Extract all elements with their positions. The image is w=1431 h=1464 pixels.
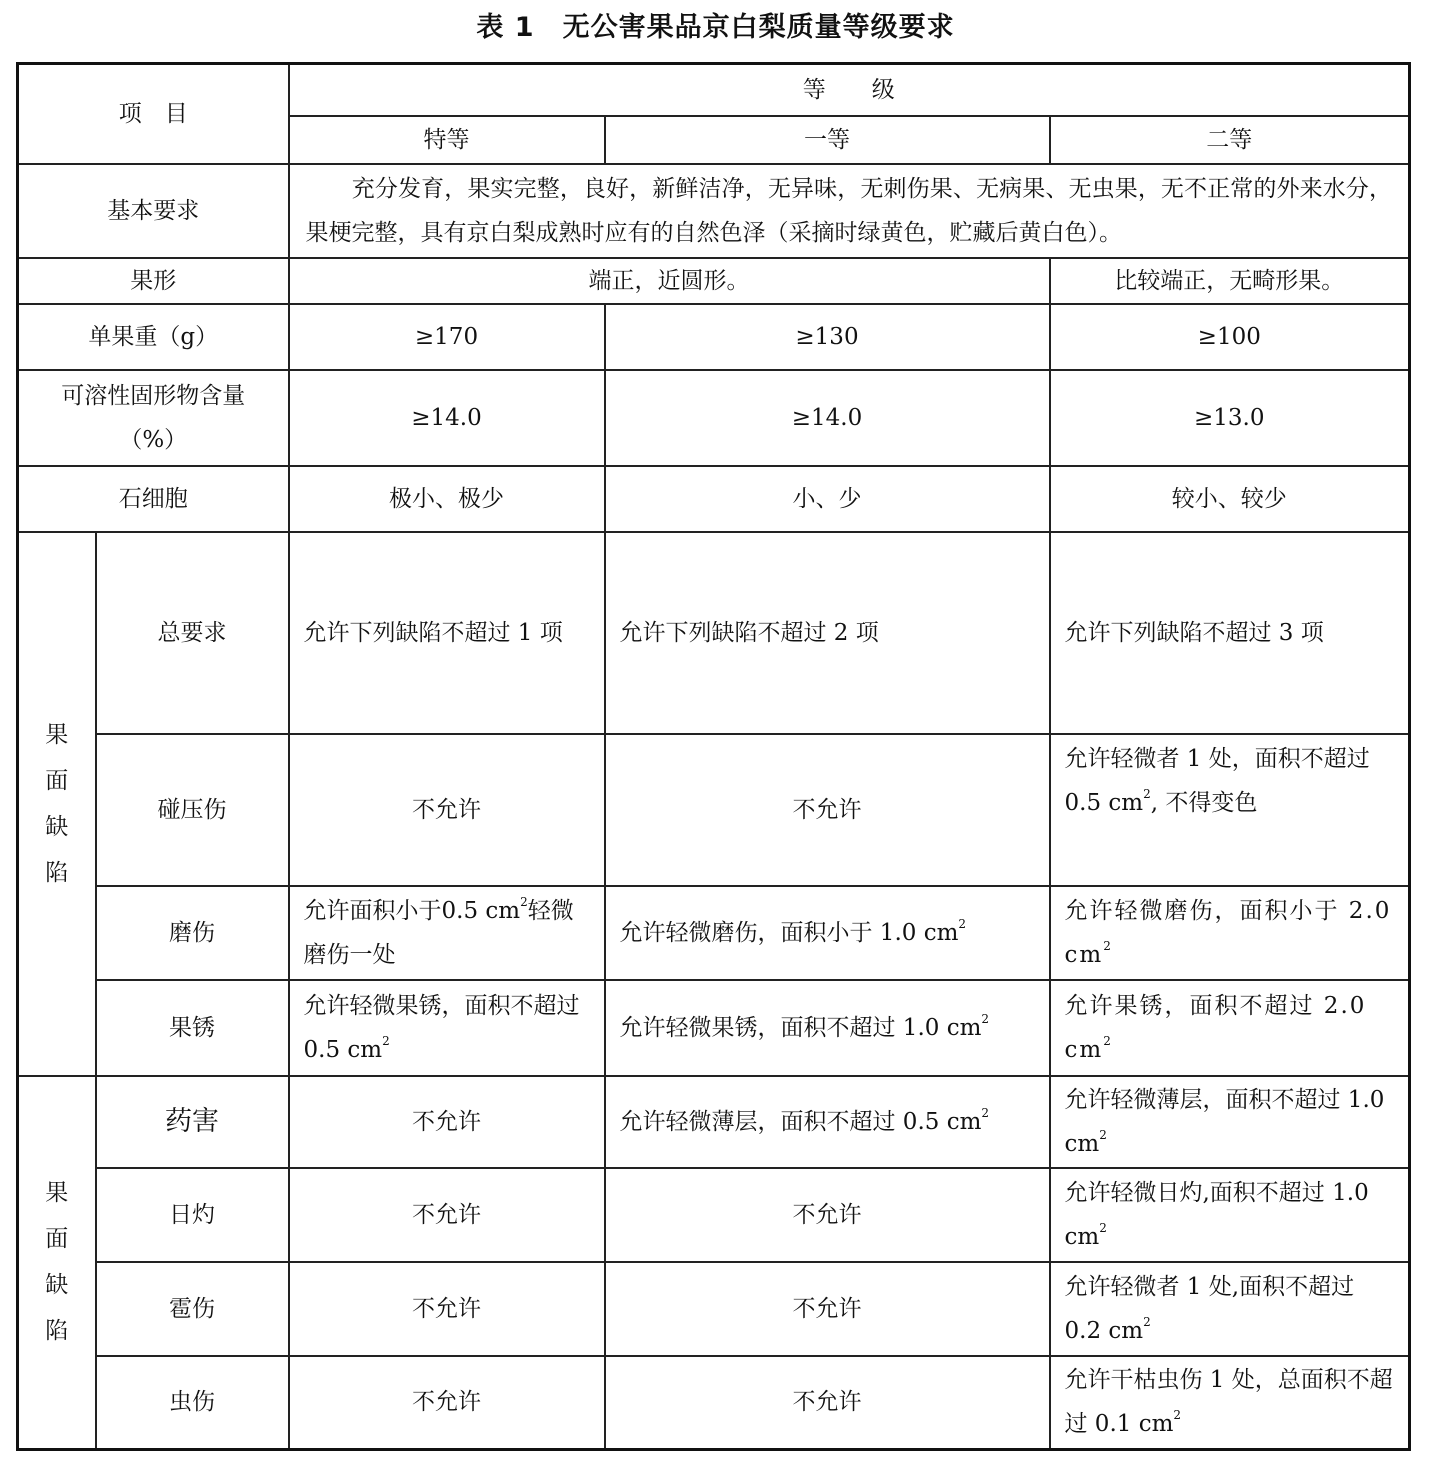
general-requirement-second: 允许下列缺陷不超过 3 项 (1050, 532, 1410, 734)
header-grade-first: 一等 (605, 116, 1050, 164)
bruise-second: 允许轻微者 1 处，面积不超过 0.5 $cm^2$, 不得变色 (1050, 734, 1410, 886)
bruise-first: 不允许 (605, 734, 1050, 886)
sunburn-special: 不允许 (289, 1168, 605, 1262)
solids-second: ≥13.0 (1050, 370, 1410, 466)
solids-special: ≥14.0 (289, 370, 605, 466)
chemical-injury-second: 允许轻微薄层，面积不超过 1.0 $cm^2$ (1050, 1076, 1410, 1168)
hail-damage-special: 不允许 (289, 1262, 605, 1356)
abrasion-first: 允许轻微磨伤，面积小于 1.0 $cm^2$ (605, 886, 1050, 980)
basic-label: 基本要求 (18, 164, 289, 258)
hail-damage-second: 允许轻微者 1 处,面积不超过 0.2 $cm^2$ (1050, 1262, 1410, 1356)
header-grade-special: 特等 (289, 116, 605, 164)
insect-damage-first: 不允许 (605, 1356, 1050, 1450)
russet-special: 允许轻微果锈，面积不超过 0.5 $cm^2$ (289, 980, 605, 1076)
header-grade: 等 级 (289, 64, 1410, 116)
group1-label: 果 面 缺 陷 (18, 532, 96, 1076)
group2-label: 果 面 缺 陷 (18, 1076, 96, 1450)
insect-damage-special: 不允许 (289, 1356, 605, 1450)
solids-label-line2: （%） (119, 426, 188, 453)
solids-label (18, 370, 289, 466)
stone-cells-first: 小、少 (605, 466, 1050, 532)
solids-first: ≥14.0 (605, 370, 1050, 466)
sunburn-first: 不允许 (605, 1168, 1050, 1262)
weight-second: ≥100 (1050, 304, 1410, 370)
stone-cells-special: 极小、极少 (289, 466, 605, 532)
russet-first: 允许轻微果锈，面积不超过 1.0 $cm^2$ (605, 980, 1050, 1076)
weight-label: 单果重（g） (18, 304, 289, 370)
sunburn-second: 允许轻微日灼,面积不超过 1.0 $cm^2$ (1050, 1168, 1410, 1262)
insect-damage-second: 允许干枯虫伤 1 处，总面积不超过 0.1 $cm^2$ (1050, 1356, 1410, 1450)
shape-label: 果形 (18, 258, 289, 304)
weight-first: ≥130 (605, 304, 1050, 370)
general-requirement-label: 总要求 (96, 532, 289, 734)
stone-cells-second: 较小、较少 (1050, 466, 1410, 532)
quality-grade-table (16, 62, 1411, 1451)
abrasion-second: 允许轻微磨伤，面积小于 2.0 $cm^2$ (1050, 886, 1410, 980)
header-item: 项 目 (18, 64, 289, 164)
abrasion-special: 允许面积小于0.5 $cm^2$轻微磨伤一处 (289, 886, 605, 980)
shape-second: 比较端正，无畸形果。 (1050, 258, 1410, 304)
general-requirement-special: 允许下列缺陷不超过 1 项 (289, 532, 605, 734)
hail-damage-first: 不允许 (605, 1262, 1050, 1356)
sunburn-label: 日灼 (96, 1168, 289, 1262)
solids-label-line1: 可溶性固形物含量 (61, 382, 246, 409)
table-title: 表 1 无公害果品京白梨质量等级要求 (476, 12, 955, 43)
chemical-injury-special: 不允许 (289, 1076, 605, 1168)
hail-damage-label: 雹伤 (96, 1262, 289, 1356)
weight-special: ≥170 (289, 304, 605, 370)
header-grade-second: 二等 (1050, 116, 1410, 164)
russet-label: 果锈 (96, 980, 289, 1076)
chemical-injury-label: 药害 (96, 1076, 289, 1168)
chemical-injury-first: 允许轻微薄层，面积不超过 0.5 $cm^2$ (605, 1076, 1050, 1168)
basic-text: 充分发育，果实完整，良好，新鲜洁净，无异味，无刺伤果、无病果、无虫果，无不正常的外来水分，果梗完整，具有京白梨成熟时应有的自然色泽（采摘时绿黄色，贮藏后黄白色）。 (289, 164, 1410, 258)
bruise-special: 不允许 (289, 734, 605, 886)
russet-second: 允许果锈，面积不超过 2.0 $cm^2$ (1050, 980, 1410, 1076)
stone-cells-label: 石细胞 (18, 466, 289, 532)
abrasion-label: 磨伤 (96, 886, 289, 980)
insect-damage-label: 虫伤 (96, 1356, 289, 1450)
shape-special-first: 端正，近圆形。 (289, 258, 1050, 304)
bruise-label: 碰压伤 (96, 734, 289, 886)
general-requirement-first: 允许下列缺陷不超过 2 项 (605, 532, 1050, 734)
